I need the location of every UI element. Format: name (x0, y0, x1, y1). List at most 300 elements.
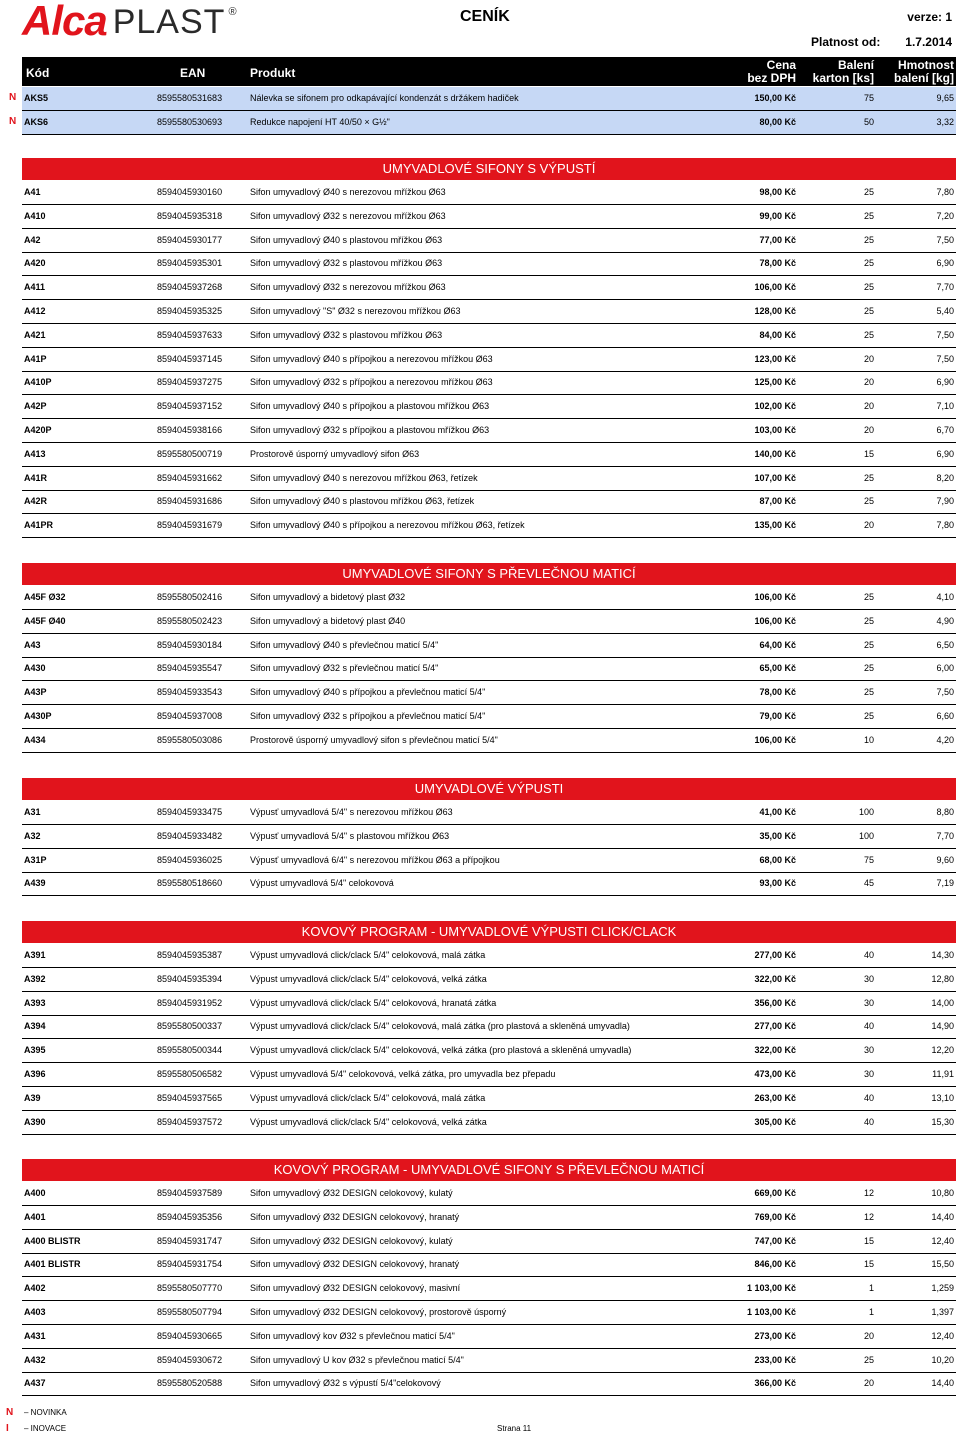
table-row (22, 586, 956, 610)
validity-date: 1.7.2014 (905, 35, 952, 49)
cell-price: 128,00 Kč (754, 306, 796, 316)
cell-product: Sifon umyvadlový Ø32 DESIGN celokovový, kulatý (250, 1188, 453, 1198)
cell-code: A395 (24, 1045, 46, 1056)
cell-product: Sifon umyvadlový Ø40 s převlečnou maticí 5/4" (250, 639, 439, 650)
table-row (22, 1015, 956, 1039)
cell-ean: 8594045937268 (157, 282, 223, 293)
cell-ean: 8594045935318 (157, 210, 223, 221)
cell-pack: 10 (863, 734, 874, 745)
cell-product: Sifon umyvadlový Ø32 s nerezovou mřížkou Ø63 (250, 210, 446, 221)
table-row (22, 467, 956, 491)
cell-weight: 3,32 (936, 116, 954, 127)
cell-code: A410P (24, 377, 52, 388)
table-row (22, 252, 956, 276)
cell-ean: 8594045937565 (157, 1092, 223, 1103)
cell-weight: 14,40 (931, 1378, 954, 1389)
cell-price: 87,00 Kč (759, 496, 796, 507)
cell-pack: 40 (863, 1021, 874, 1032)
table-row (22, 1253, 956, 1277)
cell-pack: 25 (863, 210, 874, 221)
cell-code: A392 (24, 973, 46, 984)
cell-product: Sifon umyvadlový Ø40 s plastovou mřížkou Ø63 (250, 234, 443, 245)
cell-code: A400 BLISTR (24, 1235, 81, 1246)
cell-code: A403 (24, 1307, 46, 1317)
cell-weight: 7,50 (936, 353, 954, 364)
table-row (22, 181, 956, 205)
cell-product: Sifon umyvadlový Ø40 s přípojkou a nerezovou mřížkou Ø63 (250, 353, 493, 364)
cell-pack: 30 (863, 997, 874, 1008)
cell-code: A41PR (24, 520, 54, 531)
cell-pack: 25 (863, 282, 874, 293)
cell-weight: 7,20 (936, 210, 954, 221)
cell-ean: 8595580507770 (157, 1283, 223, 1294)
cell-price: 135,00 Kč (754, 520, 796, 531)
table-row (22, 300, 956, 324)
cell-price: 98,00 Kč (759, 187, 796, 197)
cell-weight: 15,50 (931, 1259, 954, 1270)
cell-ean: 8594045933475 (157, 807, 223, 817)
cell-product: Sifon umyvadlový Ø40 s nerezovou mřížkou Ø63 (250, 187, 446, 197)
col-weight: Hmotnost balení [kg] (893, 58, 954, 85)
cell-product: Nálevka se sifonem pro odkapávající kondenzát s držákem hadiček (250, 93, 519, 103)
table-row (22, 229, 956, 253)
cell-code: A411 (24, 282, 46, 293)
cell-ean: 8594045935325 (157, 306, 223, 316)
table-row (22, 1349, 956, 1373)
table-row (22, 1063, 956, 1087)
cell-price: 366,00 Kč (754, 1378, 796, 1389)
table-row (22, 419, 956, 443)
cell-product: Sifon umyvadlový Ø32 s výpustí 5/4"celokovový (250, 1378, 441, 1389)
table-row (22, 801, 956, 825)
cell-ean: 8595580500337 (157, 1021, 223, 1032)
cell-pack: 25 (863, 639, 874, 650)
cell-ean: 8594045937152 (157, 401, 223, 412)
col-ean: EAN (180, 66, 206, 80)
table-row (22, 1206, 956, 1230)
cell-price: 64,00 Kč (759, 639, 796, 650)
cell-ean: 8594045937145 (157, 353, 223, 364)
cell-price: 35,00 Kč (759, 830, 796, 841)
cell-price: 322,00 Kč (754, 1045, 796, 1056)
cell-code: A42 (24, 234, 41, 245)
cell-product: Výpusť umyvadlová 6/4" s nerezovou mřížkou Ø63 a přípojkou (250, 854, 500, 865)
table-row (22, 610, 956, 634)
cell-price: 107,00 Kč (754, 472, 796, 483)
cell-product: Sifon umyvadlový Ø32 s přípojkou a převlečnou maticí 5/4" (250, 711, 486, 721)
cell-pack: 30 (863, 1069, 874, 1079)
cell-price: 263,00 Kč (754, 1092, 796, 1103)
cell-product: Sifon umyvadlový Ø32 DESIGN celokovový, prostorově úsporný (250, 1307, 507, 1317)
table-row (22, 371, 956, 395)
alcaplast-logo: Alca PLAST ® (22, 0, 237, 44)
cell-product: Sifon umyvadlový Ø32 s nerezovou mřížkou Ø63 (250, 282, 446, 293)
cell-product: Sifon umyvadlový Ø40 s přípojkou a plastovou mřížkou Ø63 (250, 401, 490, 412)
section-header: UMYVADLOVÉ SIFONY S PŘEVLEČNOU MATICÍ (22, 563, 956, 585)
cell-weight: 7,80 (936, 520, 954, 531)
cell-code: A412 (24, 306, 46, 316)
cell-pack: 15 (863, 448, 874, 459)
cell-weight: 1,397 (931, 1307, 954, 1317)
cell-code: A41 (24, 187, 41, 197)
table-row (22, 944, 956, 968)
cell-price: 125,00 Kč (754, 377, 796, 388)
cell-product: Sifon umyvadlový Ø32 s plastovou mřížkou Ø63 (250, 329, 443, 340)
cell-pack: 20 (863, 1378, 874, 1389)
cell-price: 669,00 Kč (754, 1188, 796, 1198)
cell-product: Sifon umyvadlový "S" Ø32 s nerezovou mřížkou Ø63 (250, 306, 461, 316)
cell-ean: 8594045937589 (157, 1188, 223, 1198)
cell-ean: 8594045935547 (157, 663, 223, 674)
cell-weight: 10,20 (931, 1354, 954, 1365)
table-row (22, 1325, 956, 1349)
cell-product: Prostorově úsporný umyvadlový sifon Ø63 (250, 448, 420, 459)
section-header: KOVOVÝ PROGRAM - UMYVADLOVÉ SIFONY S PŘEVLEČNOU MATICÍ (22, 1159, 956, 1181)
cell-price: 106,00 Kč (754, 615, 796, 626)
cell-code: A431 (24, 1330, 46, 1341)
cell-ean: 8594045935387 (157, 950, 223, 960)
table-row (22, 825, 956, 849)
cell-weight: 5,40 (936, 306, 954, 316)
cell-ean: 8594045930160 (157, 187, 223, 197)
validity-label: Platnost od: (811, 35, 881, 49)
cell-pack: 1 (868, 1307, 874, 1317)
cell-weight: 14,40 (931, 1211, 954, 1222)
cell-ean: 8594045937572 (157, 1116, 223, 1127)
cell-code: A391 (24, 950, 46, 960)
cell-price: 233,00 Kč (754, 1354, 796, 1365)
cell-code: A41R (24, 472, 48, 483)
cell-ean: 8595580502416 (157, 592, 223, 602)
cell-product: Sifon umyvadlový Ø32 s přípojkou a plastovou mřížkou Ø63 (250, 425, 490, 435)
cell-code: A31P (24, 854, 47, 865)
cell-weight: 7,50 (936, 687, 954, 698)
table-row (22, 872, 956, 896)
cell-price: 150,00 Kč (754, 93, 796, 103)
cell-ean: 8594045938166 (157, 425, 223, 435)
cell-price: 769,00 Kč (754, 1211, 796, 1222)
table-row (22, 87, 956, 111)
table-row (22, 276, 956, 300)
col-pack: Balení karton [ks] (812, 58, 874, 85)
cell-ean: 8594045933482 (157, 830, 223, 841)
cell-weight: 6,90 (936, 258, 954, 269)
cell-price: 65,00 Kč (759, 663, 796, 674)
cell-weight: 4,90 (936, 615, 954, 626)
table-row (22, 514, 956, 538)
cell-pack: 15 (863, 1259, 874, 1270)
cell-product: Sifon umyvadlový kov Ø32 s převlečnou maticí 5/4" (250, 1330, 455, 1341)
cell-weight: 7,50 (936, 329, 954, 340)
cell-product: Výpust umyvadlová 5/4" celokovová (250, 878, 394, 889)
cell-pack: 20 (863, 520, 874, 531)
cell-ean: 8594045931679 (157, 520, 223, 531)
cell-pack: 20 (863, 1330, 874, 1341)
cell-product: Sifon umyvadlový Ø32 DESIGN celokovový, hranatý (250, 1211, 460, 1222)
cell-ean: 8594045931662 (157, 472, 223, 483)
col-code: Kód (26, 66, 50, 80)
cell-price: 140,00 Kč (754, 448, 796, 459)
cell-product: Sifon umyvadlový Ø40 s plastovou mřížkou Ø63, řetízek (250, 496, 475, 507)
cell-code: A31 (24, 807, 41, 817)
cell-code: A420P (24, 425, 52, 435)
cell-weight: 4,10 (936, 592, 954, 602)
table-row (22, 1039, 956, 1063)
cell-weight: 6,50 (936, 639, 954, 650)
cell-pack: 30 (863, 1045, 874, 1056)
cell-weight: 12,20 (931, 1045, 954, 1056)
cell-weight: 6,60 (936, 711, 954, 721)
cell-price: 1 103,00 Kč (746, 1307, 796, 1317)
cell-pack: 25 (863, 329, 874, 340)
cell-pack: 75 (863, 93, 874, 103)
cell-ean: 8594045931952 (157, 997, 223, 1008)
cell-pack: 25 (863, 687, 874, 698)
cell-product: Výpust umyvadlová 5/4" celokovová, velká zátka, pro umyvadla bez přepadu (250, 1069, 556, 1079)
col-price: Cena bez DPH (747, 58, 796, 85)
cell-product: Výpusť umyvadlová 5/4" s plastovou mřížkou Ø63 (250, 830, 450, 841)
cell-product: Sifon umyvadlový Ø32 DESIGN celokovový, hranatý (250, 1259, 460, 1270)
section-header: UMYVADLOVÉ VÝPUSTI (22, 778, 956, 800)
cell-product: Sifon umyvadlový Ø32 DESIGN celokovový, masivní (250, 1283, 461, 1294)
cell-ean: 8595580530693 (157, 116, 223, 127)
cell-ean: 8595580502423 (157, 615, 223, 626)
page-header (0, 0, 960, 56)
cell-pack: 25 (863, 663, 874, 674)
cell-product: Výpust umyvadlová click/clack 5/4" celokovová, velká zátka (250, 973, 487, 984)
table-row (22, 1230, 956, 1254)
cell-code: A410 (24, 210, 46, 221)
cell-product: Výpust umyvadlová click/clack 5/4" celokovová, velká zátka (pro plastová a skleněná umyvadla) (250, 1045, 632, 1056)
cell-code: A400 (24, 1188, 46, 1198)
cell-code: A393 (24, 997, 46, 1008)
column-header-bar (22, 57, 956, 86)
table-row (22, 324, 956, 348)
cell-price: 84,00 Kč (759, 329, 796, 340)
cell-price: 273,00 Kč (754, 1330, 796, 1341)
cell-weight: 7,90 (936, 496, 954, 507)
table-row (22, 849, 956, 873)
cell-ean: 8594045937275 (157, 377, 223, 388)
cell-code: A432 (24, 1354, 46, 1365)
cell-pack: 25 (863, 592, 874, 602)
cell-code: A43 (24, 639, 41, 650)
table-row (22, 705, 956, 729)
page-number: Strana 11 (497, 1424, 532, 1433)
cell-code: A439 (24, 878, 46, 889)
cell-price: 41,00 Kč (759, 807, 796, 817)
cell-ean: 8595580531683 (157, 93, 223, 103)
cell-code: A42R (24, 496, 48, 507)
cell-weight: 8,80 (936, 807, 954, 817)
cell-ean: 8594045931747 (157, 1235, 223, 1246)
cell-price: 305,00 Kč (754, 1116, 796, 1127)
cell-pack: 75 (863, 854, 874, 865)
cell-ean: 8594045935356 (157, 1211, 223, 1222)
cell-weight: 7,80 (936, 187, 954, 197)
col-product: Produkt (250, 66, 296, 80)
cell-ean: 8595580507794 (157, 1307, 223, 1317)
cell-price: 103,00 Kč (754, 425, 796, 435)
cell-price: 473,00 Kč (754, 1069, 796, 1079)
cell-price: 78,00 Kč (759, 687, 796, 698)
cell-weight: 9,60 (936, 854, 954, 865)
cell-pack: 25 (863, 496, 874, 507)
cell-code: A390 (24, 1116, 46, 1127)
cell-price: 106,00 Kč (754, 592, 796, 602)
cell-pack: 25 (863, 258, 874, 269)
cell-code: A45F Ø32 (24, 592, 66, 602)
cell-pack: 25 (863, 711, 874, 721)
cell-product: Výpusť umyvadlová 5/4" s nerezovou mřížkou Ø63 (250, 807, 453, 817)
cell-pack: 25 (863, 234, 874, 245)
table-row (22, 657, 956, 681)
table-row (22, 1277, 956, 1301)
cell-weight: 14,30 (931, 950, 954, 960)
cell-pack: 1 (868, 1283, 874, 1294)
cell-ean: 8595580520588 (157, 1378, 223, 1389)
cell-pack: 40 (863, 1092, 874, 1103)
cell-weight: 12,40 (931, 1330, 954, 1341)
cell-weight: 7,50 (936, 234, 954, 245)
cell-product: Výpust umyvadlová click/clack 5/4" celokovová, velká zátka (250, 1116, 487, 1127)
cell-ean: 8594045935301 (157, 258, 223, 269)
cell-code: A421 (24, 329, 46, 340)
cell-ean: 8594045930665 (157, 1330, 223, 1341)
cell-price: 106,00 Kč (754, 734, 796, 745)
cell-product: Sifon umyvadlový Ø40 s nerezovou mřížkou Ø63, řetízek (250, 472, 478, 483)
cell-price: 79,00 Kč (759, 711, 796, 721)
cell-pack: 25 (863, 1354, 874, 1365)
cell-code: A430 (24, 663, 46, 674)
cell-price: 68,00 Kč (759, 854, 796, 865)
cell-code: A32 (24, 830, 41, 841)
cell-pack: 20 (863, 353, 874, 364)
cell-product: Sifon umyvadlový a bidetový plast Ø40 (250, 615, 406, 626)
cell-ean: 8595580500719 (157, 448, 223, 459)
cell-product: Sifon umyvadlový Ø32 s přípojkou a nerezovou mřížkou Ø63 (250, 377, 493, 388)
cell-price: 356,00 Kč (754, 997, 796, 1008)
cell-ean: 8594045931754 (157, 1259, 223, 1270)
cell-pack: 30 (863, 973, 874, 984)
cell-code: AKS6 (24, 116, 49, 127)
cell-pack: 25 (863, 306, 874, 316)
new-flag: N (9, 92, 17, 103)
cell-product: Sifon umyvadlový a bidetový plast Ø32 (250, 592, 406, 602)
document-title: CENÍK (460, 8, 510, 25)
cell-price: 106,00 Kč (754, 282, 796, 293)
cell-pack: 20 (863, 377, 874, 388)
cell-weight: 12,40 (931, 1235, 954, 1246)
cell-product: Sifon umyvadlový Ø32 s plastovou mřížkou Ø63 (250, 258, 443, 269)
cell-code: A41P (24, 353, 47, 364)
cell-price: 93,00 Kč (759, 878, 796, 889)
cell-ean: 8594045933543 (157, 687, 223, 698)
cell-weight: 7,10 (936, 401, 954, 412)
cell-code: A402 (24, 1283, 46, 1294)
cell-code: A413 (24, 448, 46, 459)
cell-ean: 8594045937633 (157, 329, 223, 340)
cell-pack: 100 (858, 807, 874, 817)
cell-product: Sifon umyvadlový Ø40 s přípojkou a nerezovou mřížkou Ø63, řetízek (250, 520, 525, 531)
table-row (22, 968, 956, 992)
cell-code: A420 (24, 258, 46, 269)
cell-code: A45F Ø40 (24, 615, 66, 626)
cell-ean: 8594045931686 (157, 496, 223, 507)
cell-product: Výpust umyvadlová click/clack 5/4" celokovová, hranatá zátka (250, 997, 497, 1008)
table-row (22, 992, 956, 1016)
cell-product: Redukce napojení HT 40/50 × G½" (250, 116, 390, 127)
cell-price: 78,00 Kč (759, 258, 796, 269)
cell-code: A43P (24, 687, 47, 698)
cell-product: Sifon umyvadlový Ø32 s převlečnou maticí 5/4" (250, 663, 439, 674)
cell-weight: 11,91 (932, 1069, 954, 1079)
cell-ean: 8594045936025 (157, 854, 223, 865)
cell-pack: 15 (863, 1235, 874, 1246)
cell-ean: 8595580500344 (157, 1045, 223, 1056)
cell-pack: 12 (863, 1211, 874, 1222)
cell-ean: 8595580518660 (157, 878, 223, 889)
cell-weight: 12,80 (931, 973, 954, 984)
cell-code: AKS5 (24, 93, 49, 103)
cell-ean: 8594045930184 (157, 639, 223, 650)
cell-price: 80,00 Kč (759, 116, 796, 127)
cell-pack: 12 (863, 1188, 874, 1198)
cell-weight: 14,90 (931, 1021, 954, 1032)
cell-pack: 40 (863, 1116, 874, 1127)
cell-product: Sifon umyvadlový Ø40 s přípojkou a převlečnou maticí 5/4" (250, 687, 486, 698)
cell-weight: 6,00 (936, 663, 954, 674)
cell-weight: 6,70 (936, 425, 954, 435)
table-row (22, 729, 956, 753)
cell-ean: 8594045937008 (157, 711, 223, 721)
cell-weight: 7,19 (936, 878, 954, 889)
cell-weight: 8,20 (936, 472, 954, 483)
cell-ean: 8595580503086 (157, 734, 223, 745)
table-row (22, 490, 956, 514)
cell-weight: 1,259 (931, 1283, 954, 1294)
cell-pack: 25 (863, 187, 874, 197)
cell-product: Výpust umyvadlová click/clack 5/4" celokovová, malá zátka (pro plastová a skleněná umyvadla) (250, 1021, 630, 1032)
table-row (22, 1087, 956, 1111)
cell-code: A396 (24, 1069, 46, 1079)
cell-product: Sifon umyvadlový U kov Ø32 s převlečnou maticí 5/4" (250, 1354, 464, 1365)
table-row (22, 1111, 956, 1135)
cell-pack: 20 (863, 425, 874, 435)
cell-product: Prostorově úsporný umyvadlový sifon s převlečnou maticí 5/4" (250, 734, 498, 745)
cell-price: 846,00 Kč (754, 1259, 796, 1270)
cell-ean: 8594045930177 (157, 234, 223, 245)
cell-code: A401 (24, 1211, 46, 1222)
table-row (22, 1182, 956, 1206)
cell-pack: 45 (863, 878, 874, 889)
cell-code: A437 (24, 1378, 46, 1389)
table-row (22, 1301, 956, 1325)
cell-code: A42P (24, 401, 47, 412)
cell-price: 747,00 Kč (754, 1235, 796, 1246)
cell-weight: 10,80 (931, 1188, 954, 1198)
cell-weight: 15,30 (931, 1116, 954, 1127)
cell-weight: 6,90 (936, 377, 954, 388)
cell-price: 1 103,00 Kč (746, 1283, 796, 1294)
cell-product: Výpust umyvadlová click/clack 5/4" celokovová, malá zátka (250, 1092, 486, 1103)
cell-price: 102,00 Kč (754, 401, 796, 412)
cell-weight: 4,20 (936, 734, 954, 745)
new-flag: N (9, 115, 17, 127)
cell-product: Výpust umyvadlová click/clack 5/4" celokovová, malá zátka (250, 950, 486, 960)
cell-code: A430P (24, 711, 52, 721)
cell-ean: 8595580506582 (157, 1069, 223, 1079)
